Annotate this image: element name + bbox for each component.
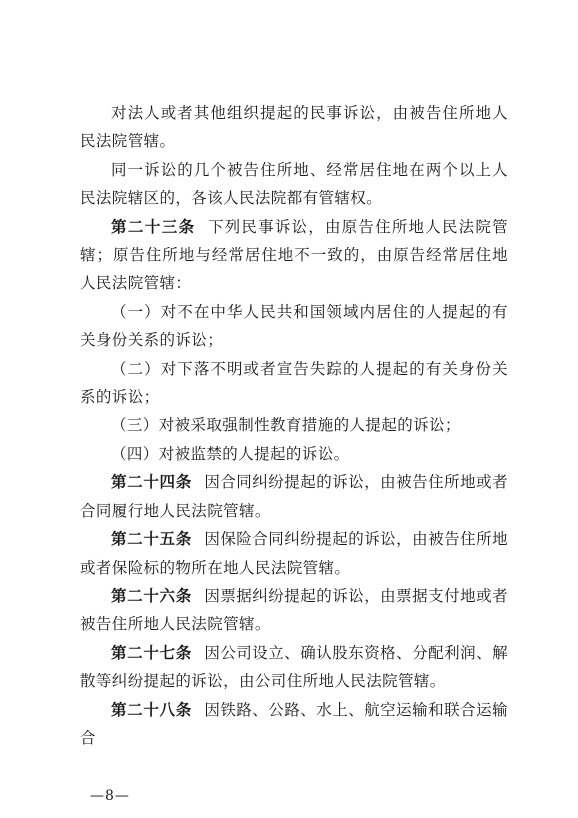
paragraph-text: 因铁路、公路、水上、航空运输和联合运输合 [80, 700, 508, 747]
paragraph-text: 因票据纠纷提起的诉讼，由票据支付地或者被告住所地人民法院管辖。 [80, 586, 508, 634]
paragraph-text: 因合同纠纷提起的诉讼，由被告住所地或者合同履行地人民法院管辖。 [80, 473, 508, 520]
paragraph [80, 440, 508, 468]
paragraph [80, 468, 508, 525]
article-number: 第二十八条 [111, 700, 192, 719]
paragraph [80, 355, 508, 412]
article-number: 第二十四条 [111, 473, 192, 492]
article-number: 第二十七条 [111, 643, 192, 662]
paragraph [80, 411, 508, 439]
paragraph-text: （三）对被采取强制性教育措施的人提起的诉讼； [111, 416, 461, 435]
document-page [80, 99, 508, 752]
paragraph-text: 下列民事诉讼，由原告住所地人民法院管辖；原告住所地与经常居住地不一致的，由原告经常居住地人民法院管辖： [80, 217, 508, 293]
paragraph-text: 同一诉讼的几个被告住所地、经常居住地在两个以上人民法院辖区的，各该人民法院都有管辖权。 [80, 160, 508, 208]
paragraph-text: （四）对被监禁的人提起的诉讼。 [111, 444, 350, 463]
paragraph [80, 582, 508, 639]
paragraph [80, 639, 508, 696]
paragraph [80, 298, 508, 355]
paragraph [80, 696, 508, 753]
article-number: 第二十三条 [111, 217, 196, 236]
paragraph [80, 156, 508, 213]
paragraph-text: 因保险合同纠纷提起的诉讼，由被告住所地或者保险标的物所在地人民法院管辖。 [80, 530, 508, 577]
paragraph [80, 213, 508, 298]
article-number: 第二十五条 [111, 530, 192, 549]
page-number: —8— [90, 788, 130, 804]
paragraph-text: （二）对下落不明或者宣告失踪的人提起的有关身份关系的诉讼； [80, 359, 508, 407]
paragraph-text: 因公司设立、确认股东资格、分配利润、解散等纠纷提起的诉讼，由公司住所地人民法院管辖。 [80, 643, 508, 691]
paragraph [80, 99, 508, 156]
paragraph-text: （一）对不在中华人民共和国领域内居住的人提起的有关身份关系的诉讼； [80, 302, 508, 350]
paragraph-text: 对法人或者其他组织提起的民事诉讼，由被告住所地人民法院管辖。 [80, 104, 508, 151]
paragraph [80, 525, 508, 582]
article-number: 第二十六条 [111, 586, 192, 605]
